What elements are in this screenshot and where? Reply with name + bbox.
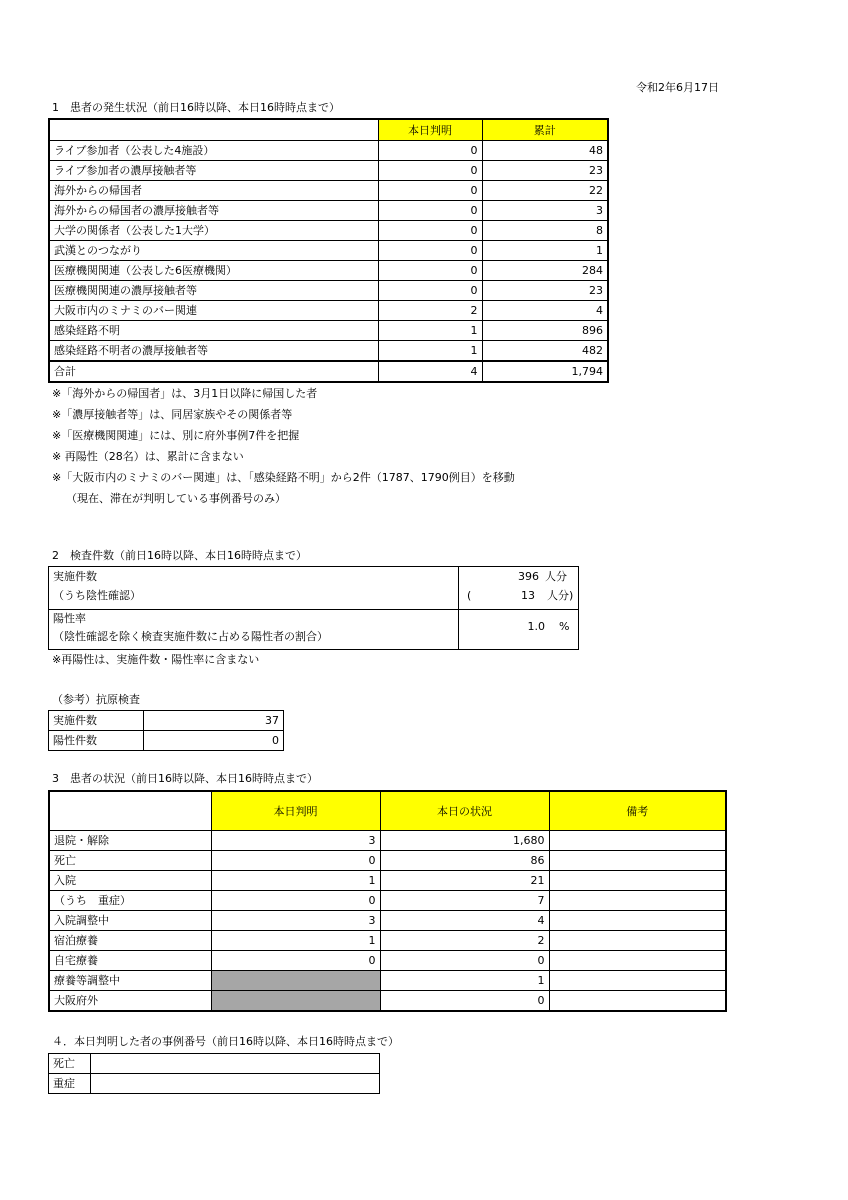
- neg-label: （うち陰性確認）: [53, 589, 141, 602]
- row-value: 0: [144, 731, 284, 751]
- row-today: 0: [211, 851, 380, 871]
- row-today: 1: [211, 931, 380, 951]
- row-today: 0: [211, 891, 380, 911]
- row-total: 48: [482, 141, 608, 161]
- note: ※「大阪市内のミナミのバー関連」は、「感染経路不明」から2件（1787、1790例目）を移動: [52, 471, 515, 484]
- rate-value: 1.0: [527, 620, 545, 633]
- neg-unit: 人分): [547, 589, 574, 602]
- row-label: 大学の関係者（公表した1大学）: [49, 221, 378, 241]
- row-label: 重症: [49, 1074, 91, 1094]
- row-today: 1: [378, 321, 482, 341]
- patient-status-table: [48, 790, 727, 1012]
- table-row: [49, 931, 726, 951]
- row-label: 大阪府外: [49, 991, 211, 1012]
- row-status: 4: [380, 911, 549, 931]
- table-row: [49, 891, 726, 911]
- row-status: 2: [380, 931, 549, 951]
- row-today: 0: [378, 141, 482, 161]
- table-row: [49, 1074, 380, 1094]
- row-label: 武漢とのつながり: [49, 241, 378, 261]
- row-label: 医療機関関連（公表した6医療機関）: [49, 261, 378, 281]
- section3-title: 3 患者の状況（前日16時以降、本日16時時点まで）: [52, 772, 318, 785]
- header-total: 累計: [482, 119, 608, 141]
- rate-sub-label: （陰性確認を除く検査実施件数に占める陽性者の割合）: [53, 630, 328, 643]
- row-label: 宿泊療養: [49, 931, 211, 951]
- row-status: 1: [380, 971, 549, 991]
- row-today: 3: [211, 911, 380, 931]
- row-total: 8: [482, 221, 608, 241]
- header-label: [49, 791, 211, 831]
- row-label: ライブ参加者の濃厚接触者等: [49, 161, 378, 181]
- row-today: 0: [378, 181, 482, 201]
- row-remarks: [549, 891, 726, 911]
- section1-notes: [52, 386, 515, 512]
- report-date: 令和2年6月17日: [636, 81, 719, 94]
- row-total: 1,794: [482, 361, 608, 382]
- row-remarks: [549, 871, 726, 891]
- row-label: 療養等調整中: [49, 971, 211, 991]
- impl-label: 実施件数: [53, 570, 97, 583]
- section4-title: ４．本日判明した者の事例番号（前日16時以降、本日16時時点まで）: [52, 1035, 399, 1048]
- row-today: 0: [378, 261, 482, 281]
- header-label: [49, 119, 378, 141]
- case-number-table: [48, 1053, 380, 1094]
- row-label: 感染経路不明者の濃厚接触者等: [49, 341, 378, 362]
- table-row: [49, 851, 726, 871]
- row-total: 896: [482, 321, 608, 341]
- table-row: [49, 281, 608, 301]
- neg-value: 13: [521, 589, 535, 602]
- impl-value: 396: [518, 570, 539, 583]
- row-label: 海外からの帰国者の濃厚接触者等: [49, 201, 378, 221]
- note: （現在、滞在が判明している事例番号のみ）: [66, 492, 286, 505]
- row-remarks: [549, 991, 726, 1012]
- reference-title: （参考）抗原検査: [52, 693, 140, 706]
- row-today: 0: [378, 281, 482, 301]
- row-status: 0: [380, 951, 549, 971]
- row-today: [211, 991, 380, 1012]
- neg-open-paren: (: [467, 589, 472, 602]
- row-remarks: [549, 951, 726, 971]
- table-row: [49, 141, 608, 161]
- table-row: [49, 711, 284, 731]
- row-today: 4: [378, 361, 482, 382]
- row-label: 感染経路不明: [49, 321, 378, 341]
- antigen-test-table: [48, 710, 284, 751]
- table-row: [49, 731, 284, 751]
- row-label: 入院調整中: [49, 911, 211, 931]
- table-row: [49, 201, 608, 221]
- row-today: 1: [378, 341, 482, 362]
- row-total: 1: [482, 241, 608, 261]
- table-row: [49, 301, 608, 321]
- table-row: [49, 911, 726, 931]
- row-today: [211, 971, 380, 991]
- row-total: 3: [482, 201, 608, 221]
- row-today: 1: [211, 871, 380, 891]
- header-today: 本日判明: [378, 119, 482, 141]
- section2-title: 2 検査件数（前日16時以降、本日16時時点まで）: [52, 549, 307, 562]
- row-today: 0: [211, 951, 380, 971]
- header-today: 本日判明: [211, 791, 380, 831]
- table-row: [49, 971, 726, 991]
- table-header-row: [49, 119, 608, 141]
- row-status: 86: [380, 851, 549, 871]
- row-total: 4: [482, 301, 608, 321]
- table-row: [49, 831, 726, 851]
- table-total-row: [49, 361, 608, 382]
- note: ※ 再陽性（28名）は、累計に含まない: [52, 450, 244, 463]
- row-today: 3: [211, 831, 380, 851]
- note: ※「濃厚接触者等」は、同居家族やその関係者等: [52, 408, 293, 421]
- row-label: 死亡: [49, 851, 211, 871]
- row-label: 死亡: [49, 1054, 91, 1074]
- row-value: [91, 1074, 380, 1094]
- row-label: 合計: [49, 361, 378, 382]
- header-remarks: 備考: [549, 791, 726, 831]
- row-label: 医療機関関連の濃厚接触者等: [49, 281, 378, 301]
- row-today: 0: [378, 221, 482, 241]
- table-row: [49, 951, 726, 971]
- row-value: 37: [144, 711, 284, 731]
- row-total: 482: [482, 341, 608, 362]
- row-today: 0: [378, 241, 482, 261]
- row-label: 大阪市内のミナミのバー関連: [49, 301, 378, 321]
- row-label: 陽性件数: [49, 731, 144, 751]
- case-occurrence-table: [48, 118, 609, 383]
- row-remarks: [549, 831, 726, 851]
- header-status: 本日の状況: [380, 791, 549, 831]
- row-today: 2: [378, 301, 482, 321]
- row-total: 22: [482, 181, 608, 201]
- test-count-box: [48, 566, 579, 650]
- table-row: [49, 991, 726, 1012]
- row-status: 1,680: [380, 831, 549, 851]
- row-label: 実施件数: [49, 711, 144, 731]
- row-label: （うち 重症）: [49, 891, 211, 911]
- rate-unit: %: [559, 620, 570, 633]
- row-label: ライブ参加者（公表した4施設）: [49, 141, 378, 161]
- table-row: [49, 181, 608, 201]
- row-remarks: [549, 971, 726, 991]
- table-row: [49, 871, 726, 891]
- table-row: [49, 341, 608, 362]
- row-status: 7: [380, 891, 549, 911]
- rate-label: 陽性率: [53, 612, 86, 625]
- table-row: [49, 241, 608, 261]
- note: ※「海外からの帰国者」は、3月1日以降に帰国した者: [52, 387, 318, 400]
- row-today: 0: [378, 201, 482, 221]
- section1-title: 1 患者の発生状況（前日16時以降、本日16時時点まで）: [52, 101, 340, 114]
- row-remarks: [549, 851, 726, 871]
- row-total: 23: [482, 161, 608, 181]
- section2-note: ※再陽性は、実施件数・陽性率に含まない: [52, 653, 260, 666]
- table-row: [49, 1054, 380, 1074]
- table-row: [49, 221, 608, 241]
- row-remarks: [549, 911, 726, 931]
- row-status: 21: [380, 871, 549, 891]
- row-value: [91, 1054, 380, 1074]
- row-total: 284: [482, 261, 608, 281]
- table-row: [49, 261, 608, 281]
- row-total: 23: [482, 281, 608, 301]
- row-today: 0: [378, 161, 482, 181]
- row-label: 入院: [49, 871, 211, 891]
- row-remarks: [549, 931, 726, 951]
- table-header-row: [49, 791, 726, 831]
- row-label: 海外からの帰国者: [49, 181, 378, 201]
- row-status: 0: [380, 991, 549, 1012]
- impl-unit: 人分: [545, 570, 567, 583]
- row-label: 退院・解除: [49, 831, 211, 851]
- note: ※「医療機関関連」には、別に府外事例7件を把握: [52, 429, 300, 442]
- table-row: [49, 161, 608, 181]
- table-row: [49, 321, 608, 341]
- row-label: 自宅療養: [49, 951, 211, 971]
